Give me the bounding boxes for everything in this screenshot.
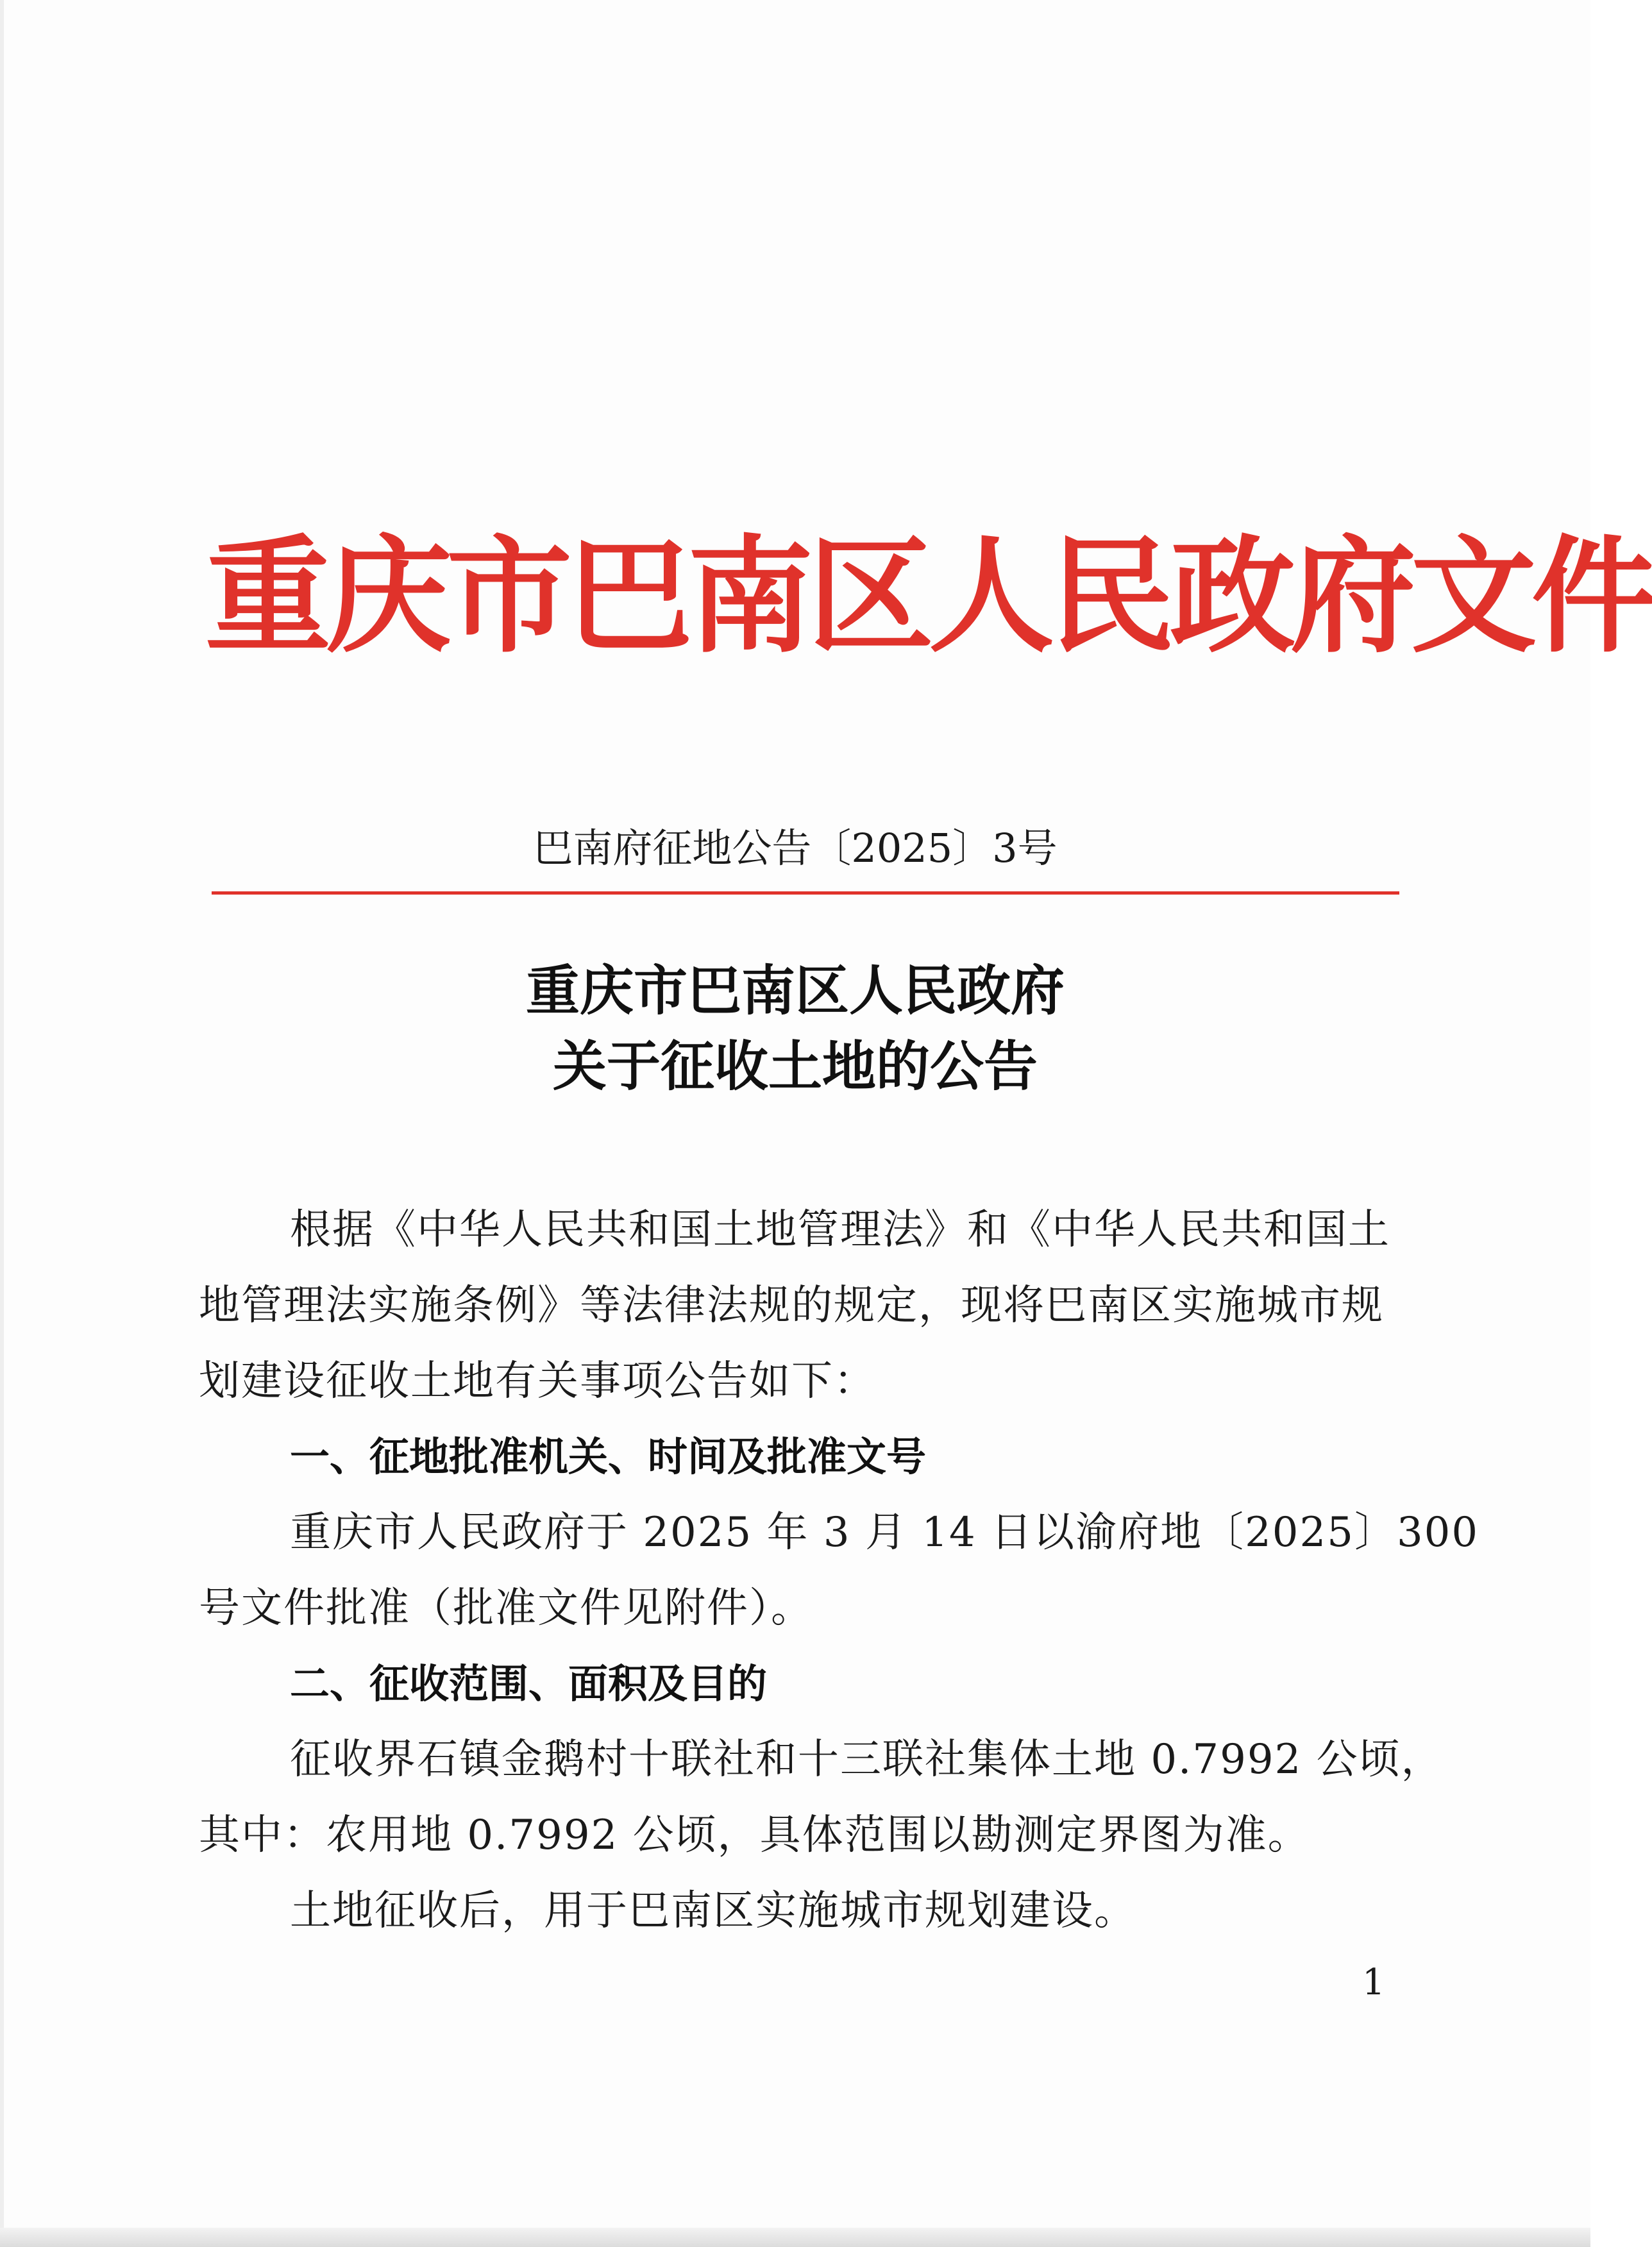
intro-line-2: 地管理法实施条例》等法律法规的规定，现将巴南区实施城市规 [199, 1282, 1384, 1329]
intro-line-1: 根据《中华人民共和国土地管理法》和《中华人民共和国土 [290, 1206, 1390, 1254]
section-2-heading: 二、征收范围、面积及目的 [290, 1660, 768, 1707]
document-number: 巴南府征地公告〔2025〕3号 [533, 825, 1058, 871]
title-line-2: 关于征收土地的公告 [552, 1034, 1038, 1098]
section-2-purpose: 土地征收后，用于巴南区实施城市规划建设。 [290, 1887, 1136, 1935]
section-2-line-1: 征收界石镇金鹅村十联社和十三联社集体土地 0.7992 公顷， [290, 1736, 1444, 1783]
intro-line-3: 划建设征收土地有关事项公告如下： [199, 1358, 876, 1405]
section-2-line-2: 其中：农用地 0.7992 公顷，具体范围以勘测定界图为准。 [199, 1812, 1310, 1859]
red-divider-rule [212, 891, 1399, 895]
page-number: 1 [1362, 1962, 1385, 2003]
scan-edge-left [0, 0, 4, 2247]
section-1-line-2: 号文件批准（批准文件见附件）。 [199, 1585, 813, 1632]
scan-edge-bottom [0, 2228, 1590, 2247]
section-1-line-1: 重庆市人民政府于 2025 年 3 月 14 日以渝府地〔2025〕300 [290, 1509, 1479, 1556]
issuer-banner: 重庆市巴南区人民政府文件 [205, 523, 1652, 670]
title-line-1: 重庆市巴南区人民政府 [525, 959, 1065, 1022]
section-1-heading: 一、征地批准机关、时间及批准文号 [290, 1433, 927, 1480]
